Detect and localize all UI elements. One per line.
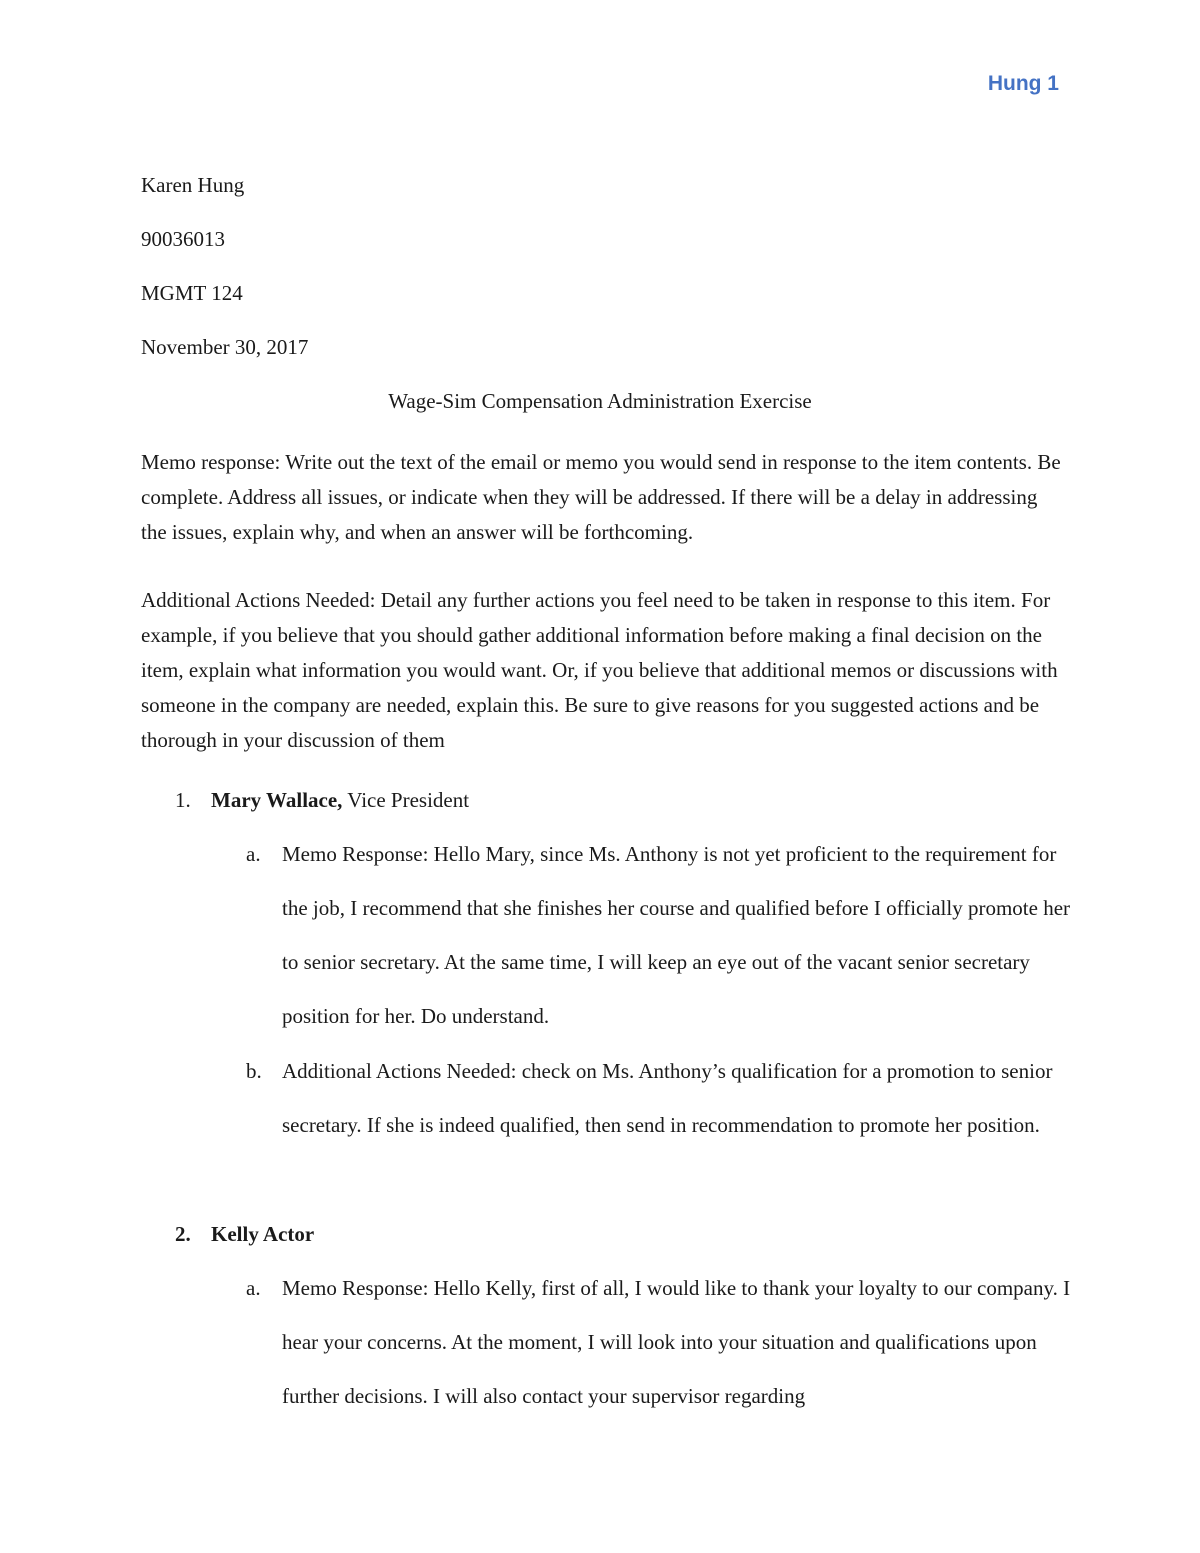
sub-item-letter: b.	[246, 1059, 262, 1083]
document-date: November 30, 2017	[141, 335, 309, 359]
sub-item-letter: a.	[246, 842, 261, 866]
additional-actions-instructions: Additional Actions Needed: Detail any further actions you feel need to be taken in response to this item. For example, if you believe that you should gather additional information before making a final decision on the item, explain what information you would want. Or, if you believe that additional memos or discussions with someone in the company are needed, explain this. Be sure to give reasons for you suggested actions and be thorough in your discussion of them	[141, 588, 1058, 752]
course-code: MGMT 124	[141, 281, 243, 305]
student-id: 90036013	[141, 227, 225, 251]
person-name: Kelly Actor	[211, 1222, 315, 1246]
list-item-number: 1.	[175, 788, 191, 812]
document-title: Wage-Sim Compensation Administration Exercise	[388, 389, 812, 413]
list-item-number: 2.	[175, 1222, 191, 1246]
author-name: Karen Hung	[141, 173, 245, 197]
sub-item-text: Additional Actions Needed: check on Ms. Anthony’s qualification for a promotion to senior secretary. If she is indeed qualified, then send in recommendation to promote her position.	[282, 1059, 1053, 1137]
list-item-heading	[211, 788, 469, 812]
memo-response-instructions: Memo response: Write out the text of the email or memo you would send in response to the item contents. Be complete. Address all issues, or indicate when they will be addressed. If there will be a delay in addressing the issues, explain why, and when an answer will be forthcoming.	[141, 450, 1061, 544]
page-header-label: Hung 1	[987, 72, 1059, 95]
person-name: Mary Wallace,	[211, 788, 343, 812]
person-role: Vice President	[342, 788, 470, 812]
sub-item-text: Memo Response: Hello Mary, since Ms. Anthony is not yet proficient to the requirement for the job, I recommend that she finishes her course and qualified before I officially promote her to senior secretary. At the same time, I will keep an eye out of the vacant senior secretary position for her. Do understand.	[282, 842, 1071, 1028]
list-item-heading	[211, 1222, 314, 1246]
sub-item-letter: a.	[246, 1276, 261, 1300]
sub-item-text: Memo Response: Hello Kelly, first of all, I would like to thank your loyalty to our company. I hear your concerns. At the moment, I will look into your situation and qualifications upon further decisions. I will also contact your supervisor regarding	[282, 1276, 1071, 1408]
